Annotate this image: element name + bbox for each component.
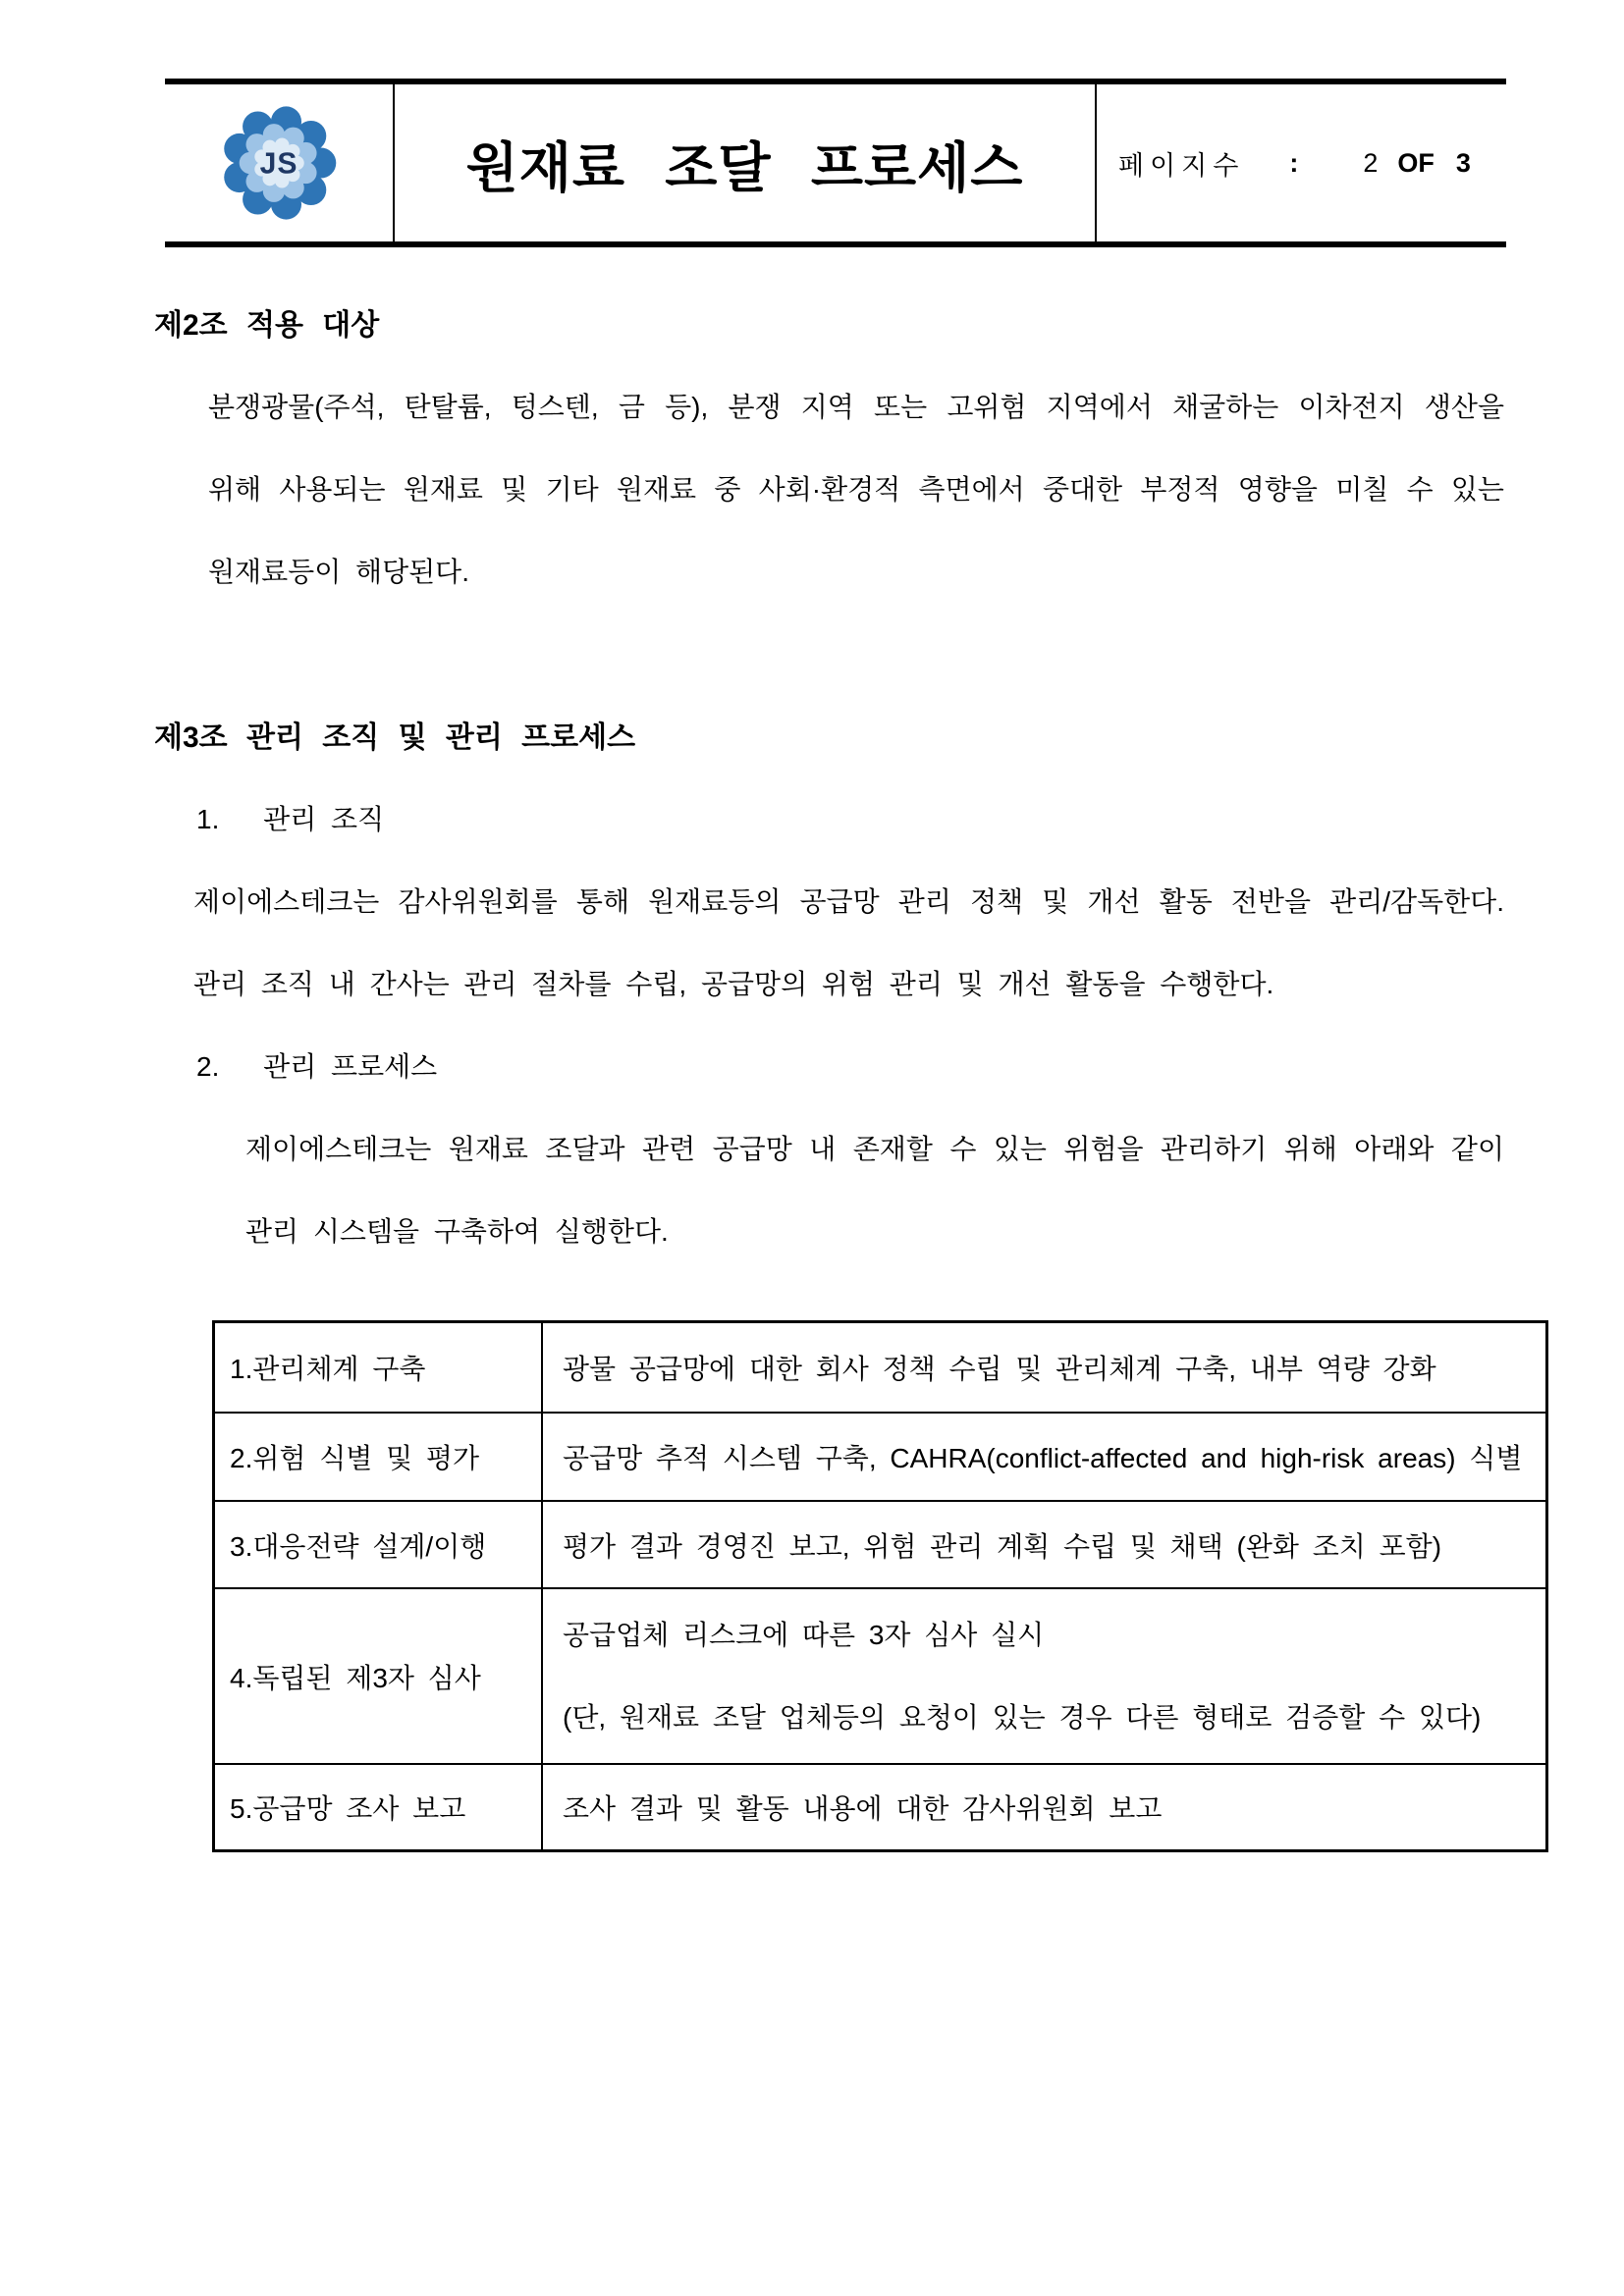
paragraph-line: 원재료등이 해당된다.	[208, 557, 469, 587]
logo-js-text: JS	[259, 147, 298, 181]
list-item-number: 1.	[196, 804, 220, 834]
js-company-logo-icon	[212, 96, 346, 230]
paragraph-line: 관리 시스템을 구축하여 실행한다.	[245, 1216, 669, 1247]
list-item-number: 2.	[196, 1051, 220, 1082]
table-row-description: 광물 공급망에 대한 회사 정책 수립 및 관리체계 구축, 내부 역량 강화	[542, 1322, 1547, 1414]
page-number-cell	[1097, 84, 1506, 241]
paragraph-line: 관리 조직 내 간사는 관리 절차를 수립, 공급망의 위험 관리 및 개선 활동을 수행한다.	[193, 969, 1274, 999]
table-row-label: 3.대응전략 설계/이행	[214, 1501, 543, 1588]
table-row-description	[542, 1588, 1547, 1764]
page-count-colon: :	[1289, 147, 1299, 178]
logo-cell	[165, 84, 395, 241]
list-item-2	[196, 1026, 437, 1108]
table-row-description: 평가 결과 경영진 보고, 위험 관리 계획 수립 및 채택 (완화 조치 포함)	[542, 1501, 1547, 1588]
paragraph-line: 위해 사용되는 원재료 및 기타 원재료 중 사회·환경적 측면에서 중대한 부정적 영향을 미칠 수 있는	[208, 474, 1504, 505]
section3-item1-paragraph	[193, 861, 1504, 1026]
table-row-description: 조사 결과 및 활동 내용에 대한 감사위원회 보고	[542, 1764, 1547, 1851]
table-row-label: 1.관리체계 구축	[214, 1322, 543, 1414]
table-row	[214, 1588, 1547, 1764]
section3-heading: 제3조 관리 조직 및 관리 프로세스	[154, 721, 636, 754]
section2-heading: 제2조 적용 대상	[154, 309, 380, 342]
list-item-1	[196, 778, 384, 861]
page-total-number: 3	[1455, 147, 1471, 178]
list-item-label: 관리 프로세스	[263, 1051, 438, 1082]
title-cell	[395, 84, 1097, 241]
table-description-line: (단, 원재료 조달 업체등의 요청이 있는 경우 다른 형태로 검증할 수 있다)	[563, 1701, 1482, 1733]
table-row	[214, 1764, 1547, 1851]
table-row	[214, 1322, 1547, 1414]
table-row-label: 2.위험 식별 및 평가	[214, 1413, 543, 1501]
page-current-number: 2	[1363, 147, 1379, 178]
paragraph-line: 분쟁광물(주석, 탄탈륨, 텅스텐, 금 등), 분쟁 지역 또는 고위험 지역에서 채굴하는 이차전지 생산을	[208, 392, 1504, 422]
section3-item2-paragraph	[245, 1108, 1504, 1273]
table-row-label: 5.공급망 조사 보고	[214, 1764, 543, 1851]
paragraph-line: 제이에스테크는 감사위원회를 통해 원재료등의 공급망 관리 정책 및 개선 활동 전반을 관리/감독한다.	[193, 886, 1504, 917]
table-row	[214, 1501, 1547, 1588]
table-row-description: 공급망 추적 시스템 구축, CAHRA(conflict-affected and high-risk areas) 식별	[542, 1413, 1547, 1501]
page-count-label: 페이지수	[1118, 150, 1245, 181]
page-of-label: OF	[1397, 147, 1435, 178]
document-title: 원재료 조달 프로세스	[465, 136, 1024, 198]
document-header	[165, 79, 1506, 247]
table-row	[214, 1413, 1547, 1501]
table-description-line: 공급업체 리스크에 따른 3자 심사 실시	[563, 1619, 1045, 1650]
management-process-table	[212, 1320, 1548, 1852]
section2-paragraph	[208, 366, 1504, 614]
table-row-label: 4.독립된 제3자 심사	[214, 1588, 543, 1764]
paragraph-line: 제이에스테크는 원재료 조달과 관련 공급망 내 존재할 수 있는 위험을 관리하기 위해 아래와 같이	[245, 1134, 1504, 1164]
list-item-label: 관리 조직	[263, 804, 385, 834]
